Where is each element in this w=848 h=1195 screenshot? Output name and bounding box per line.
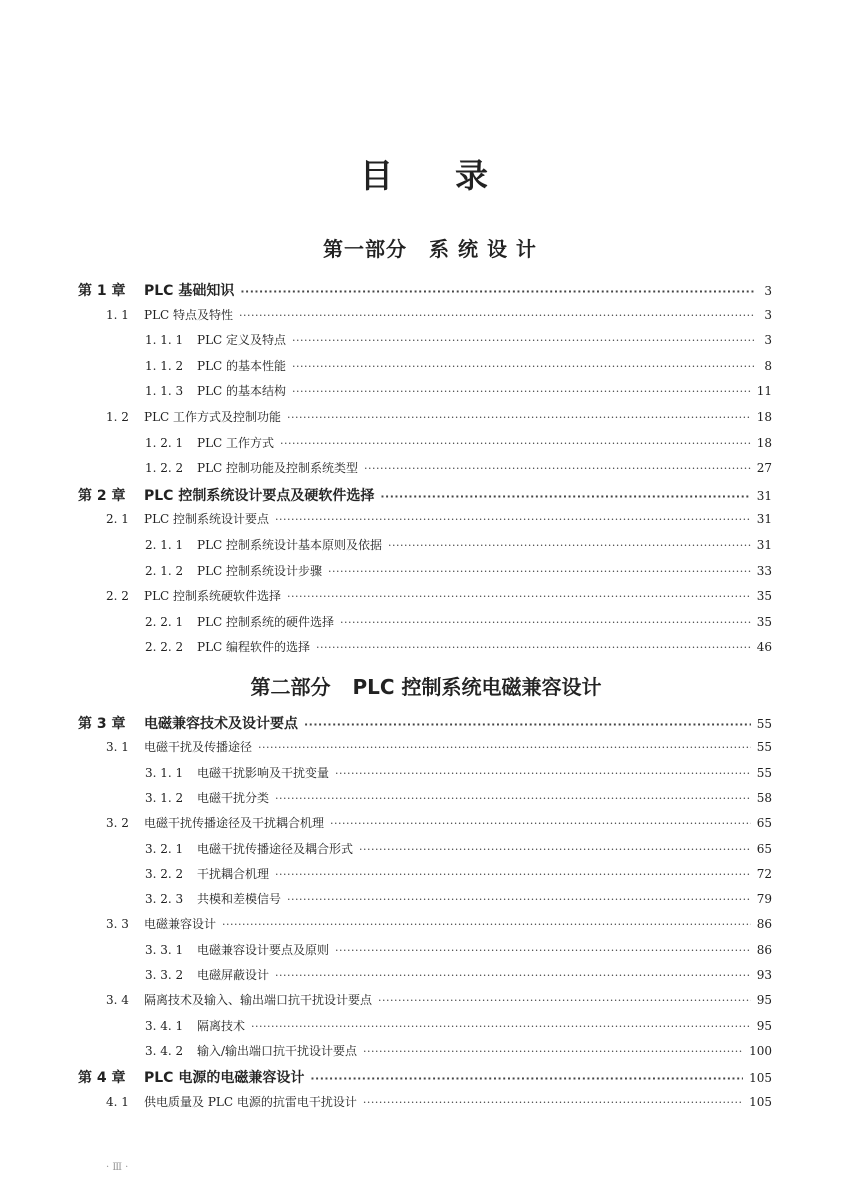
part-2-heading <box>2 671 848 700</box>
toc-entry[interactable] <box>106 814 772 832</box>
toc-entry-page: 79 <box>756 892 772 907</box>
toc-entry-number: 3. 2. 2 <box>145 866 184 881</box>
toc-leader-dots <box>335 944 751 957</box>
toc-entry-title: PLC 工作方式及控制功能 <box>144 410 282 424</box>
toc-entry-title: 电磁兼容技术及设计要点 <box>144 716 298 732</box>
toc-leader-dots <box>330 817 751 830</box>
toc-entry[interactable] <box>145 1042 772 1060</box>
toc-entry-page: 58 <box>756 790 772 805</box>
toc-entry-page: 72 <box>756 866 772 881</box>
toc-entry-page: 3 <box>764 333 772 348</box>
toc-entry-title: PLC 控制系统的硬件选择 <box>197 614 335 629</box>
toc-entry-title: PLC 控制系统设计要点 <box>144 512 270 527</box>
toc-entry-title: PLC 工作方式 <box>197 435 275 450</box>
toc-leader-dots <box>378 994 751 1007</box>
toc-entry-number: 第 2 章 <box>78 487 126 504</box>
toc-leader-dots <box>275 792 751 805</box>
toc-entry[interactable] <box>145 966 772 984</box>
toc-entry-page: 33 <box>756 563 772 578</box>
toc-leader-dots <box>287 411 751 424</box>
toc-entry-page: 86 <box>756 917 772 932</box>
toc-entry[interactable] <box>145 357 772 375</box>
toc-entry-number: 3. 2. 1 <box>145 841 184 856</box>
toc-leader-dots <box>363 1096 743 1109</box>
toc-leader-dots <box>258 741 751 754</box>
toc-entry[interactable] <box>106 1093 772 1111</box>
toc-entry-title: PLC 控制系统设计要点及硬软件选择 <box>144 487 375 504</box>
toc-entry-title: PLC 的基本性能 <box>197 358 287 373</box>
toc-entry[interactable] <box>78 280 772 298</box>
toc-entry-number: 3. 4 <box>106 993 129 1008</box>
toc-entry-page: 105 <box>749 1094 772 1109</box>
toc-entry-title: 隔离技术 <box>197 1018 246 1033</box>
toc-leader-dots <box>388 539 751 552</box>
toc-entry-number: 2. 2. 1 <box>145 614 184 629</box>
toc-entry-title: PLC 控制系统硬软件选择 <box>144 589 282 604</box>
toc-leader-dots <box>292 360 754 373</box>
toc-entry-page: 100 <box>749 1043 772 1058</box>
toc-entry-number: 2. 1. 2 <box>145 563 184 578</box>
toc-entry-page: 35 <box>756 614 772 629</box>
toc-entry-number: 1. 1. 3 <box>145 384 184 399</box>
toc-entry[interactable] <box>106 991 772 1009</box>
toc-entry-title: PLC 定义及特点 <box>197 333 287 348</box>
toc-entry[interactable] <box>78 485 772 503</box>
toc-entry-number: 3. 1 <box>106 740 129 755</box>
toc-entry-title: PLC 控制系统设计基本原则及依据 <box>197 538 383 552</box>
toc-leader-dots <box>359 843 751 856</box>
toc-entry[interactable] <box>145 459 772 477</box>
toc-entry[interactable] <box>145 840 772 858</box>
toc-leader-dots <box>275 513 751 526</box>
toc-entry-number: 3. 3. 1 <box>145 942 184 957</box>
toc-entry[interactable] <box>106 510 772 528</box>
toc-entry-title: 供电质量及 PLC 电源的抗雷电干扰设计 <box>144 1094 357 1109</box>
part-2-label: 第二部分 <box>250 675 331 699</box>
toc-entry-number: 第 4 章 <box>78 1070 126 1087</box>
toc-leader-dots <box>275 868 751 881</box>
toc-entry-number: 3. 3. 2 <box>145 968 184 982</box>
toc-entry-page: 46 <box>756 640 772 655</box>
toc-entry-title: PLC 编程软件的选择 <box>197 640 311 655</box>
toc-entry[interactable] <box>106 915 772 933</box>
toc-entry[interactable] <box>106 306 772 324</box>
part-1-title: 系 统 设 计 <box>429 237 537 261</box>
title-char-2: 录 <box>455 156 488 195</box>
toc-entry-page: 105 <box>749 1071 772 1086</box>
toc-leader-dots <box>239 309 754 322</box>
toc-entry-page: 65 <box>756 841 772 856</box>
toc-entry-title: PLC 电源的电磁兼容设计 <box>144 1070 305 1087</box>
toc-entry-number: 1. 2. 2 <box>145 461 184 476</box>
part-2-title: PLC 控制系统电磁兼容设计 <box>352 675 602 699</box>
toc-entry-number: 2. 1. 1 <box>145 538 184 552</box>
toc-entry-number: 1. 1 <box>106 307 129 322</box>
toc-leader-dots <box>240 285 754 298</box>
toc-leader-dots <box>364 462 751 475</box>
toc-entry-number: 第 3 章 <box>78 716 126 732</box>
toc-entry-title: 隔离技术及输入、输出端口抗干扰设计要点 <box>144 993 373 1008</box>
toc-entry-page: 55 <box>756 740 772 755</box>
page-title <box>0 150 848 197</box>
toc-entry-page: 11 <box>756 384 772 399</box>
toc-entry-page: 55 <box>756 765 772 780</box>
toc-entry-page: 31 <box>756 488 772 503</box>
toc-entry-page: 8 <box>764 358 772 373</box>
toc-entry-title: 干扰耦合机理 <box>197 866 270 881</box>
toc-entry-number: 3. 1. 2 <box>145 790 184 805</box>
toc-entry-title: 电磁干扰影响及干扰变量 <box>197 765 330 780</box>
toc-entry[interactable] <box>145 331 772 349</box>
toc-entry-number: 3. 3 <box>106 917 129 932</box>
title-char-1: 目 <box>360 156 393 195</box>
toc-entry-number: 1. 2. 1 <box>145 435 184 450</box>
toc-entry-title: 电磁干扰分类 <box>197 790 270 805</box>
toc-entry[interactable] <box>78 713 772 731</box>
toc-leader-dots <box>292 334 754 347</box>
toc-entry-page: 31 <box>756 538 772 552</box>
toc-entry[interactable] <box>106 408 772 426</box>
toc-entry[interactable] <box>145 789 772 807</box>
toc-entry-title: 电磁干扰传播途径及耦合形式 <box>197 841 354 856</box>
toc-leader-dots <box>380 490 750 503</box>
toc-entry[interactable] <box>145 613 772 631</box>
toc-entry-page: 55 <box>756 717 772 731</box>
toc-entry[interactable] <box>145 941 772 959</box>
toc-entry-title: PLC 控制系统设计步骤 <box>197 563 323 578</box>
toc-leader-dots <box>363 1045 743 1058</box>
toc-entry-page: 65 <box>756 816 772 831</box>
part-1-heading <box>6 233 848 262</box>
toc-entry[interactable] <box>145 434 772 452</box>
toc-leader-dots <box>335 767 751 780</box>
toc-leader-dots <box>328 565 751 578</box>
toc-entry-title: PLC 控制功能及控制系统类型 <box>197 461 359 476</box>
toc-leader-dots <box>304 718 751 731</box>
toc-entry-number: 2. 2. 2 <box>145 640 184 655</box>
toc-entry[interactable] <box>145 890 772 908</box>
toc-entry-page: 95 <box>756 993 772 1008</box>
toc-leader-dots <box>310 1072 743 1085</box>
toc-entry-page: 95 <box>756 1018 772 1033</box>
toc-entry-title: 电磁干扰及传播途径 <box>144 740 253 755</box>
toc-entry-number: 3. 2 <box>106 816 129 831</box>
toc-entry[interactable] <box>145 764 772 782</box>
toc-entry[interactable] <box>145 382 772 400</box>
toc-entry-number: 3. 4. 2 <box>145 1043 184 1058</box>
toc-entry-title: PLC 的基本结构 <box>197 384 287 399</box>
toc-leader-dots <box>292 385 751 398</box>
toc-entry-number: 第 1 章 <box>78 283 126 299</box>
toc-entry-page: 35 <box>756 589 772 604</box>
page-footer: · Ⅲ · <box>106 1162 129 1173</box>
toc-entry-page: 18 <box>756 410 772 424</box>
toc-entry-title: PLC 基础知识 <box>144 283 235 299</box>
toc-entry-title: 共模和差模信号 <box>197 892 282 907</box>
toc-entry-title: PLC 特点及特性 <box>144 307 234 322</box>
toc-entry-number: 1. 1. 1 <box>145 333 184 348</box>
toc-entry-page: 86 <box>756 942 772 957</box>
toc-leader-dots <box>275 969 751 982</box>
toc-entry[interactable] <box>106 738 772 756</box>
toc-entry-title: 电磁屏蔽设计 <box>197 968 270 982</box>
toc-leader-dots <box>251 1020 751 1033</box>
toc-entry-number: 3. 1. 1 <box>145 765 184 780</box>
toc-entry[interactable] <box>145 562 772 580</box>
toc-entry-number: 2. 2 <box>106 589 129 604</box>
toc-entry-number: 4. 1 <box>106 1094 129 1109</box>
toc-entry[interactable] <box>106 587 772 605</box>
toc-entry-page: 93 <box>756 968 772 982</box>
part-1-label: 第一部分 <box>323 237 408 261</box>
toc-entry-page: 3 <box>764 284 772 298</box>
toc-entry-title: 输入/输出端口抗干扰设计要点 <box>197 1043 358 1058</box>
toc-entry[interactable] <box>145 865 772 883</box>
toc-entry-page: 27 <box>756 461 772 476</box>
toc-leader-dots <box>287 893 751 906</box>
toc-entry-number: 3. 4. 1 <box>145 1018 184 1033</box>
toc-leader-dots <box>222 918 751 931</box>
toc-leader-dots <box>340 616 751 629</box>
toc-entry-number: 3. 2. 3 <box>145 892 184 907</box>
toc-leader-dots <box>316 641 751 654</box>
toc-entry-title: 电磁干扰传播途径及干扰耦合机理 <box>144 816 325 831</box>
toc-entry-page: 31 <box>756 512 772 527</box>
toc-entry[interactable] <box>145 638 772 656</box>
toc-entry[interactable] <box>78 1067 772 1085</box>
toc-entry-page: 3 <box>764 307 772 322</box>
toc-entry[interactable] <box>145 1017 772 1035</box>
toc-entry-number: 1. 2 <box>106 410 129 424</box>
toc-entry[interactable] <box>145 536 772 554</box>
toc-entry-title: 电磁兼容设计 <box>144 917 217 932</box>
toc-leader-dots <box>287 590 751 603</box>
toc-entry-page: 18 <box>756 435 772 450</box>
toc-entry-title: 电磁兼容设计要点及原则 <box>197 942 330 957</box>
toc-entry-number: 2. 1 <box>106 512 129 527</box>
toc-leader-dots <box>280 437 751 450</box>
toc-entry-number: 1. 1. 2 <box>145 358 184 373</box>
